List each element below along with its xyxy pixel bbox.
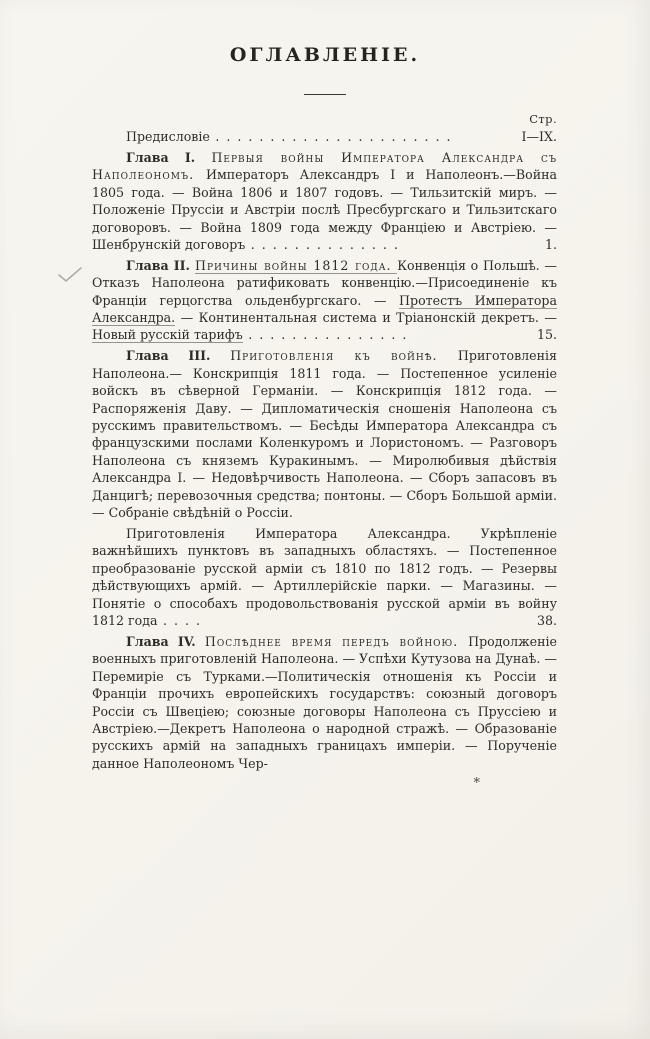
- page-number: 38.: [536, 612, 557, 628]
- chapter-label: Глава II.: [126, 257, 195, 273]
- entry-text: Продолженіе военныхъ приготовленій Наполеона. — Успѣхи Кутузова на Дунаѣ. — Перемиріе съ Турками.—Политическія отношенія къ Россіи и Франціи прочихъ европейскихъ государствъ: союзный договоръ Россіи съ Швеціею; союзные договоры Наполеона съ Пруссіею и Австріею.—Декретъ Наполеона о народной стражѣ. — Образованіе русскихъ армій на западныхъ границахъ имперіи. — Порученіе данное Наполеономъ Чер-: [92, 633, 557, 771]
- chapter-title: Первыя войны Императора Александра съ Наполеономъ.: [92, 149, 557, 183]
- dot-leader: . . . .: [157, 612, 202, 628]
- dot-leader: . . . . . . . . . . . . . . .: [242, 327, 408, 343]
- toc-list: [92, 128, 557, 772]
- toc-entry: [92, 347, 557, 521]
- printers-mark: *: [473, 775, 480, 791]
- dot-leader: . . . . . . . . . . . . . . . . . . . . . .: [209, 129, 452, 144]
- chapter-title: Причины войны 1812 года.: [194, 257, 398, 273]
- page-number: 15.: [536, 327, 557, 343]
- toc-entry: [92, 633, 557, 772]
- entry-text: — Континентальная система и Тріанонскій декретъ. —: [175, 310, 557, 326]
- entry-text: Императоръ Александръ I и Наполеонъ.—Война 1805 года. — Война 1806 и 1807 годовъ. — Тильзитскій миръ. — Положеніе Пруссіи и Австріи послѣ Пресбургскаго и Тильзитскаго договоровъ. — Война 1809 года между Франціею и Австріею. — Шенбрунскій договоръ: [92, 167, 557, 252]
- toc-paragraph: [92, 525, 557, 629]
- chapter-title: Приготовленія къ войнѣ.: [230, 348, 458, 364]
- entry-text: Приготовленія Наполеона.— Конскрипція 1811 года. — Постепенное усиленіе войскъ въ сѣверной Германіи. — Конскрипція 1812 года. — Распоряженія Даву. — Дипломатическія сношенія Наполеона съ русскимъ правительствомъ. — Бесѣды Императора Александра съ французскими послами Коленкуромъ и Лористономъ. — Разговоръ Наполеона съ княземъ Куракинымъ. — Миролюбивыя дѣйствія Александра I. — Недовѣрчивость Наполеона. — Сборъ запасовъ въ Данцигѣ; перевозочныя средства; понтоны. — Сборъ Большой арміи. — Собраніе свѣдѣній о Россіи.: [92, 348, 557, 521]
- chapter-label: Глава III.: [126, 348, 231, 364]
- chapter-label: Глава I.: [126, 149, 212, 165]
- dot-leader: . . . . . . . . . . . . . .: [245, 236, 400, 252]
- entry-text: Новый русскій тарифъ: [92, 327, 243, 343]
- chapter-title: Послѣднее время передъ войною.: [204, 633, 469, 649]
- page-number: I—IX.: [521, 129, 557, 144]
- toc-entry: [92, 257, 557, 344]
- entry-text: Протестъ Императора Александра.: [92, 292, 557, 326]
- chapter-label: Глава IV.: [126, 633, 205, 649]
- page-number: 1.: [544, 236, 557, 252]
- title-rule: [304, 94, 346, 95]
- page-column-header: Стр.: [529, 112, 557, 126]
- entry-text: Приготовленія Императора Александра. Укрѣпленіе важнѣйшихъ пунктовъ въ западныхъ областяхъ. — Постепенное преобразованіе русской арміи съ 1810 по 1812 годъ. — Резервы дѣйствующихъ армій. — Артиллерійскіе парки. — Магазины. — Понятіе о способахъ продовольствованія русской арміи въ войну 1812 года: [92, 525, 557, 628]
- page-title: ОГЛАВЛЕНІЕ.: [229, 44, 421, 66]
- toc-entry: [92, 149, 557, 253]
- toc-preface: [92, 128, 557, 145]
- entry-text: Конвенція о Польшѣ. — Отказъ Наполеона ратификовать конвенцію.—Присоединеніе къ Франціи герцогства ольденбургскаго. —: [92, 257, 557, 308]
- pencil-checkmark: [57, 266, 83, 284]
- preface-label: Предисловіе: [126, 129, 210, 144]
